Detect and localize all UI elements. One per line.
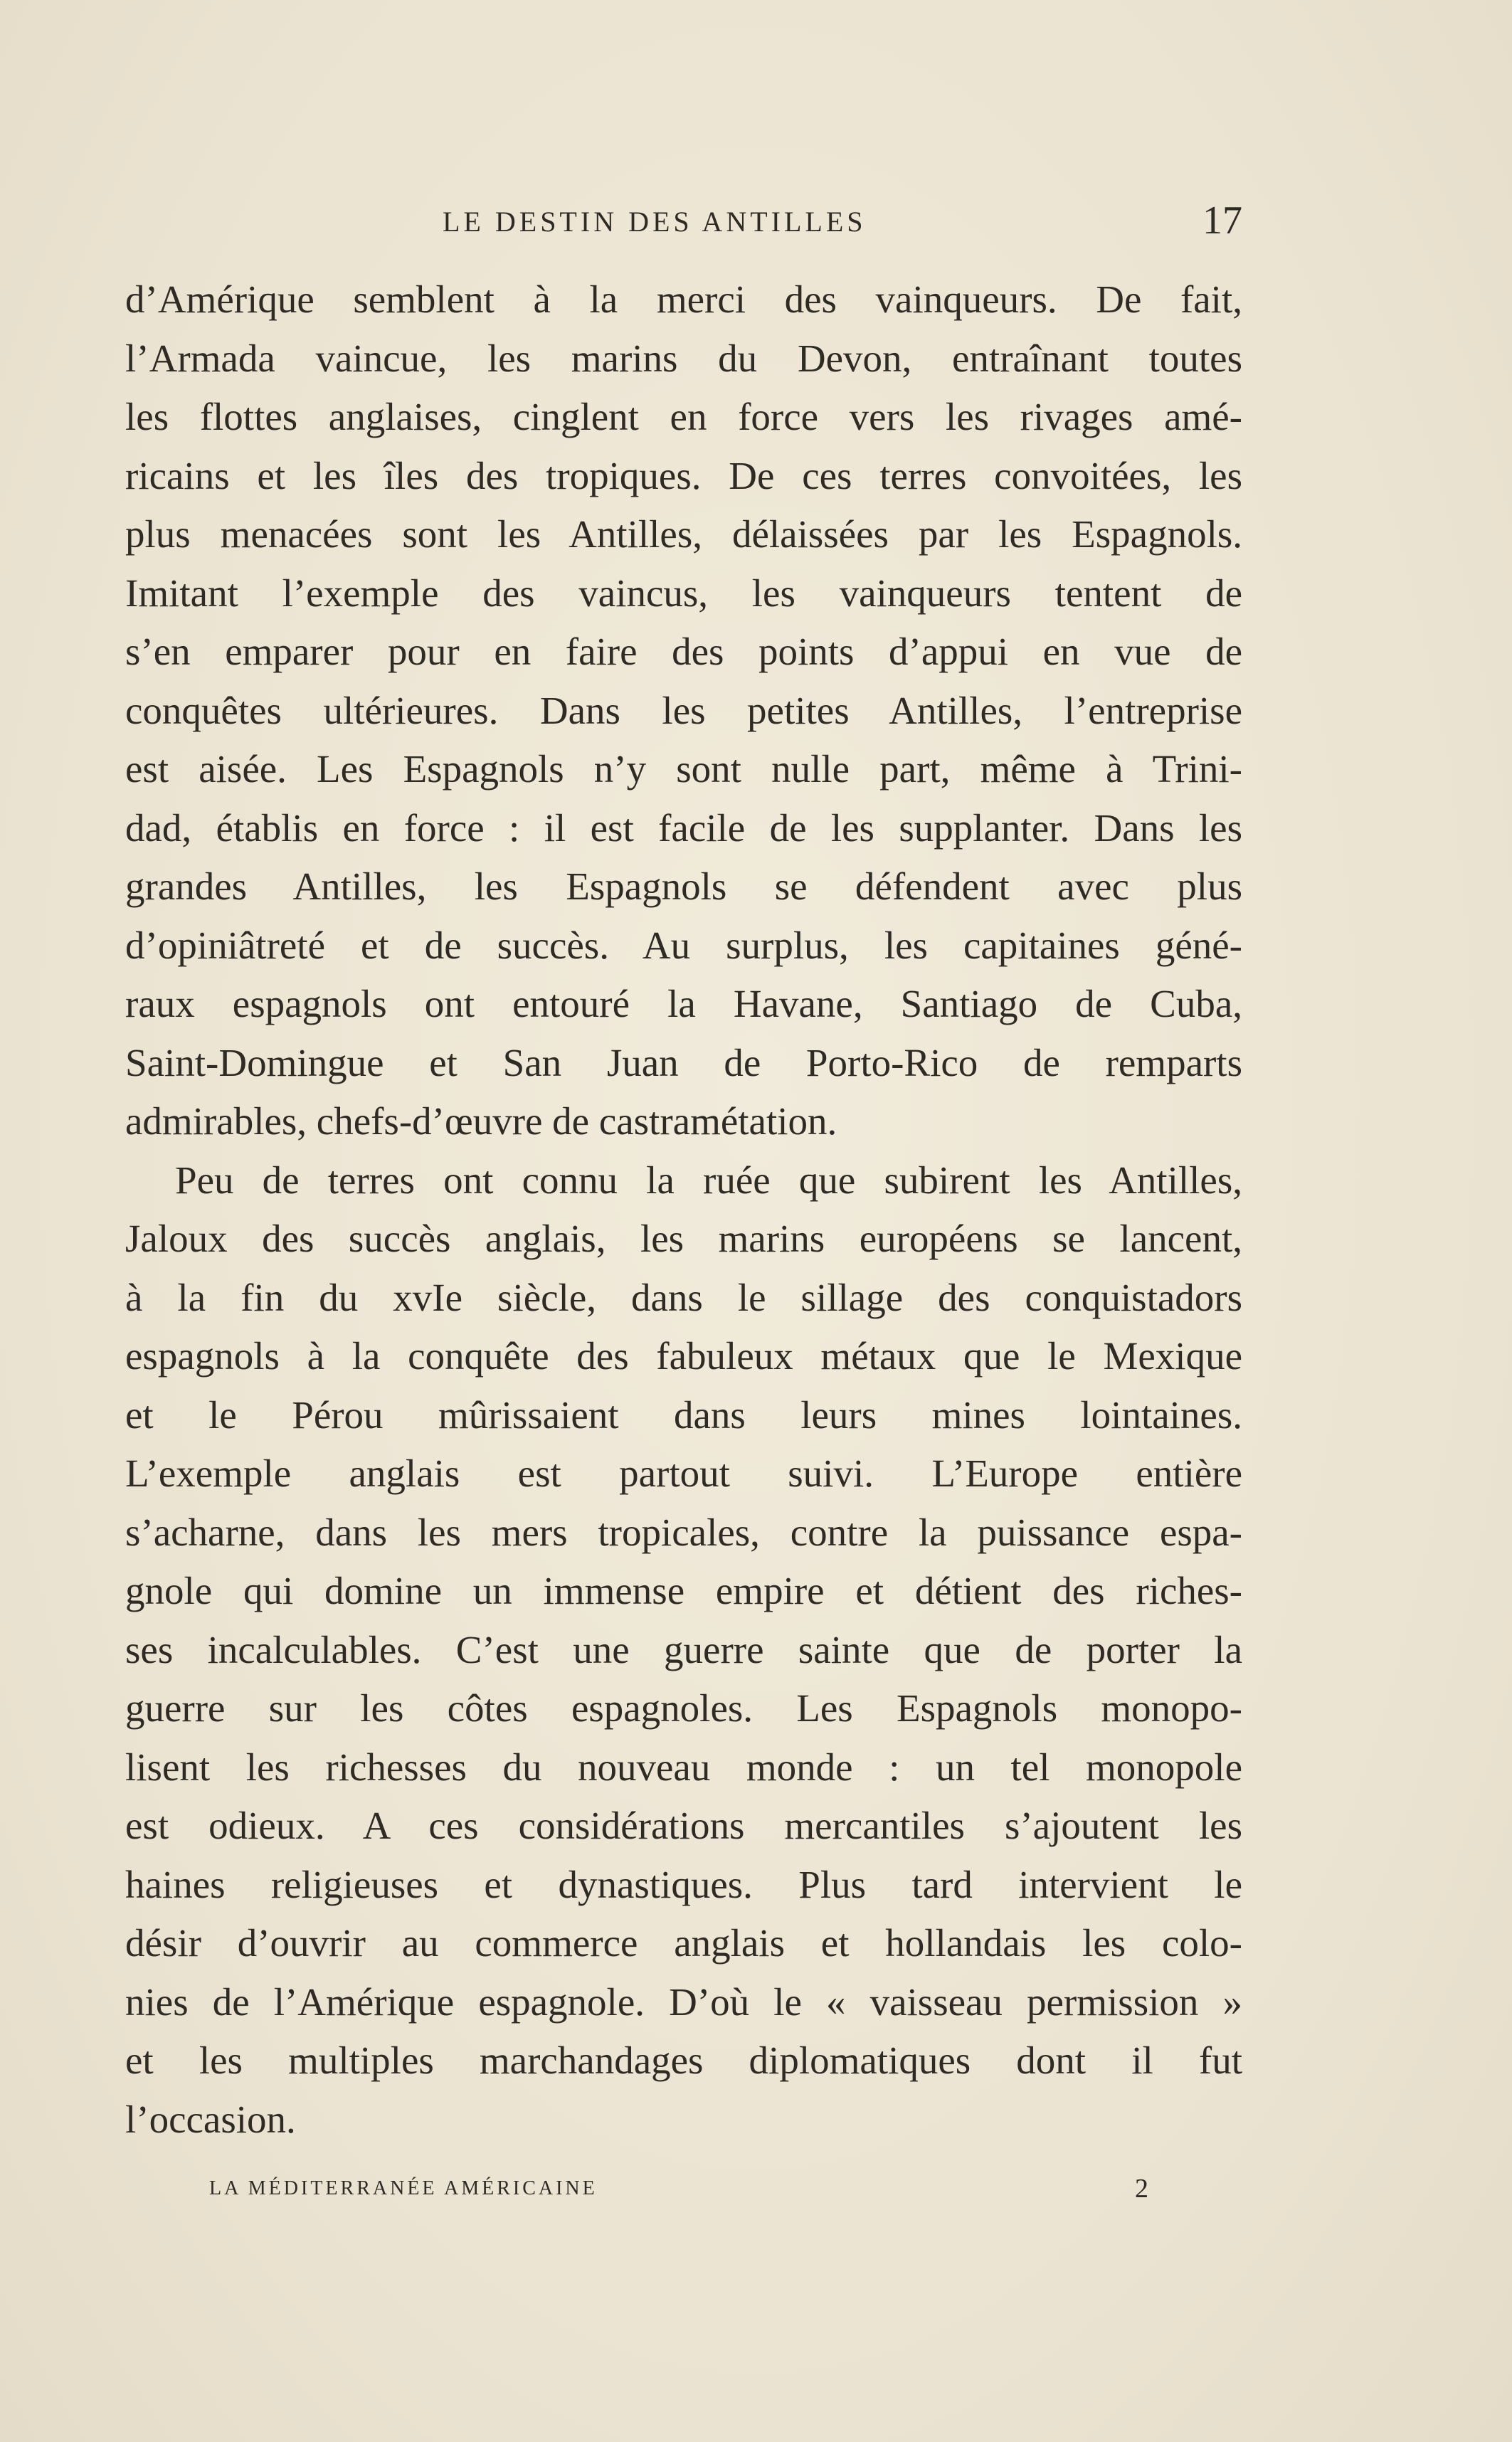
text-line: lisent les richesses du nouveau monde : un tel monopole: [125, 1745, 1242, 1789]
text-line: admirables, chefs-d’œuvre de castramétation.: [125, 1099, 837, 1143]
text-line: et les multiples marchandages diplomatiques dont il fut: [125, 2039, 1242, 2082]
paragraph-1: [125, 270, 1242, 1151]
text-line: s’en emparer pour en faire des points d’appui en vue de: [125, 630, 1242, 673]
text-line: Peu de terres ont connu la ruée que subirent les Antilles,: [175, 1158, 1242, 1202]
text-line: nies de l’Amérique espagnole. D’où le « vaisseau permission »: [125, 1980, 1242, 2024]
text-line: plus menacées sont les Antilles, délaissées par les Espagnols.: [125, 512, 1242, 556]
text-line: ricains et les îles des tropiques. De ces terres convoitées, les: [125, 453, 1242, 497]
text-line: haines religieuses et dynastiques. Plus tard intervient le: [125, 1862, 1242, 1906]
text-line: l’Armada vaincue, les marins du Devon, entraînant toutes: [125, 336, 1242, 380]
text-line: L’exemple anglais est partout suivi. L’Europe entière: [125, 1452, 1242, 1495]
text-line: dad, établis en force : il est facile de les supplanter. Dans les: [125, 805, 1242, 850]
text-line: d’Amérique semblent à la merci des vainqueurs. De fait,: [125, 278, 1242, 321]
text-line: Jaloux des succès anglais, les marins européens se lancent,: [125, 1217, 1242, 1260]
signature-mark: LA MÉDITERRANÉE AMÉRICAINE: [209, 2177, 598, 2199]
text-line: d’opiniâtreté et de succès. Au surplus, les capitaines géné-: [125, 923, 1242, 967]
text-line: guerre sur les côtes espagnoles. Les Espagnols monopo-: [125, 1686, 1242, 1730]
text-line: ses incalculables. C’est une guerre sainte que de porter la: [125, 1627, 1242, 1671]
text-line: Imitant l’exemple des vaincus, les vainqueurs tentent de: [125, 571, 1242, 615]
signature-number: 2: [1135, 2174, 1148, 2204]
running-head: [125, 198, 1242, 248]
text-line: espagnols à la conquête des fabuleux métaux que le Mexique: [125, 1334, 1242, 1378]
text-line: gnole qui domine un immense empire et détient des riches-: [125, 1569, 1242, 1612]
text-line: est odieux. A ces considérations mercantiles s’ajoutent les: [125, 1804, 1242, 1847]
text-line: Saint-Domingue et San Juan de Porto-Rico de remparts: [125, 1040, 1242, 1084]
text-line: grandes Antilles, les Espagnols se défendent avec plus: [125, 865, 1242, 908]
paragraph-2: [125, 1151, 1242, 2150]
text-line: désir d’ouvrir au commerce anglais et hollandais les colo-: [125, 1921, 1242, 1965]
body-text: [125, 270, 1242, 2149]
text-line: les flottes anglaises, cinglent en force vers les rivages amé-: [125, 395, 1242, 438]
text-line: raux espagnols ont entouré la Havane, Santiago de Cuba,: [125, 982, 1242, 1025]
text-line: est aisée. Les Espagnols n’y sont nulle part, même à Trini-: [125, 747, 1242, 791]
signature-footer: [209, 2174, 1148, 2213]
text-line: à la fin du xvIe siècle, dans le sillage des conquistadors: [125, 1275, 1242, 1319]
text-line: l’occasion.: [125, 2097, 296, 2141]
page-number: 17: [1202, 199, 1242, 243]
text-line: et le Pérou mûrissaient dans leurs mines lointaines.: [125, 1392, 1242, 1437]
text-line: s’acharne, dans les mers tropicales, contre la puissance espa-: [125, 1510, 1242, 1554]
running-title: LE DESTIN DES ANTILLES: [443, 206, 867, 238]
text-line: conquêtes ultérieures. Dans les petites Antilles, l’entreprise: [125, 688, 1242, 732]
